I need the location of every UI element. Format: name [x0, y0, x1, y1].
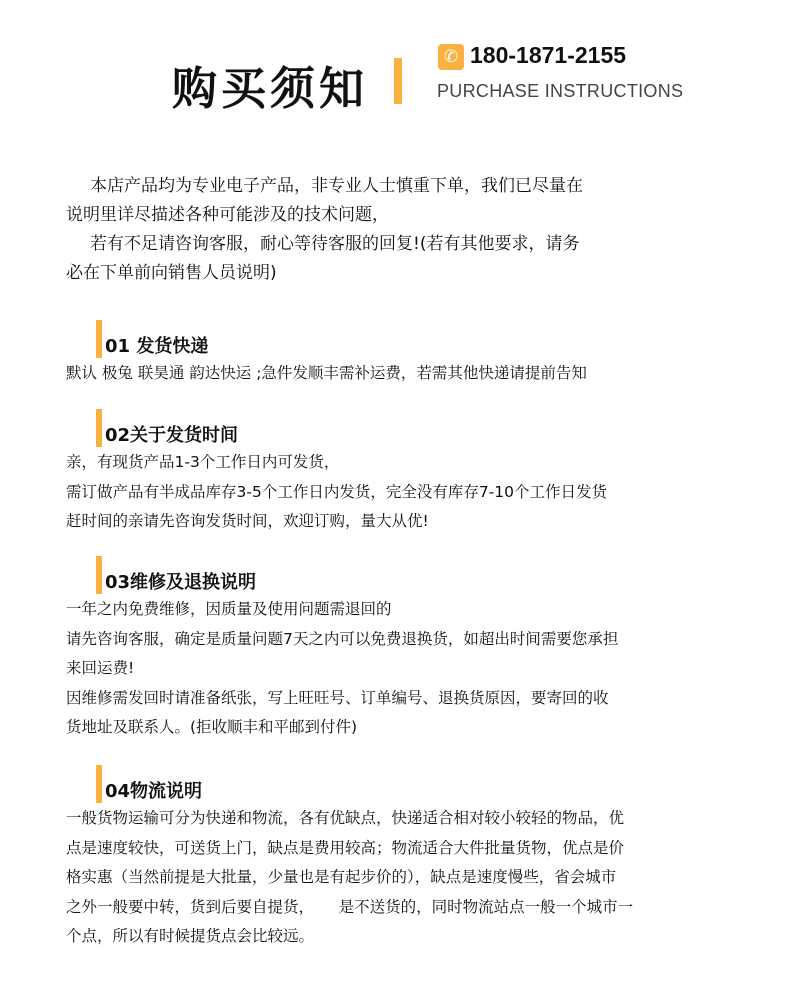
section-line: 格实惠（当然前提是大批量，少量也是有起步价的），缺点是速度慢些，省会城市: [66, 868, 617, 886]
intro-line: 本店产品均为专业电子产品，非专业人士慎重下单，我们已尽量在: [90, 176, 583, 196]
section-line: 赶时间的亲请先咨询发货时间，欢迎订购，量大从优!: [66, 512, 429, 530]
intro-paragraph: [66, 172, 746, 288]
section-marker: [96, 409, 102, 447]
phone-icon: ✆: [438, 44, 464, 70]
section-line: 一年之内免费维修，因质量及使用问题需退回的: [66, 600, 392, 618]
page-subtitle: PURCHASE INSTRUCTIONS: [437, 81, 684, 101]
section-title: 04物流说明: [105, 781, 203, 802]
page-title: 购买须知: [172, 62, 369, 115]
section-delivery-time: [66, 409, 766, 537]
section-line: 来回运费!: [66, 659, 135, 677]
section-marker: [96, 765, 102, 803]
section-line: 亲，有现货产品1-3个工作日内可发货，: [66, 453, 340, 471]
section-logistics: [66, 765, 766, 952]
section-marker: [96, 320, 102, 358]
intro-line: 若有不足请咨询客服，耐心等待客服的回复!(若有其他要求，请务: [90, 234, 580, 254]
section-title: 01 发货快递: [105, 336, 209, 357]
section-line: 一般货物运输可分为快递和物流，各有优缺点，快递适合相对较小较轻的物品，优: [66, 809, 625, 827]
section-line: 需订做产品有半成品库存3-5个工作日内发货，完全没有库存7-10个工作日发货: [66, 482, 607, 501]
section-marker: [96, 556, 102, 594]
section-title: 03维修及退换说明: [105, 572, 257, 593]
intro-line: 必在下单前向销售人员说明): [66, 263, 277, 283]
section-repair-return: [66, 556, 766, 743]
intro-line: 说明里详尽描述各种可能涉及的技术问题，: [66, 205, 389, 225]
phone-number: 180-1871-2155: [470, 42, 627, 68]
section-line: 货地址及联系人。(拒收顺丰和平邮到付件): [66, 718, 358, 736]
section-line: 因维修需发回时请准备纸张，写上旺旺号、订单编号、退换货原因，要寄回的收: [66, 688, 609, 707]
section-title: 02关于发货时间: [105, 425, 239, 446]
section-line: 默认 极兔 联昊通 韵达快运 ;急件发顺丰需补运费，若需其他快递请提前告知: [66, 364, 587, 382]
section-line: 个点，所以有时候提货点会比较远。: [66, 927, 315, 945]
title-divider: [394, 58, 402, 104]
section-line: 之外一般要中转，货到后要自提货， 是不送货的，同时物流站点一般一个城市一: [66, 897, 634, 916]
section-line: 点是速度较快，可送货上门，缺点是费用较高；物流适合大件批量货物，优点是价: [66, 838, 625, 857]
section-line: 请先咨询客服，确定是质量问题7天之内可以免费退换货，如超出时间需要您承担: [66, 629, 619, 648]
section-shipping: [66, 320, 766, 389]
